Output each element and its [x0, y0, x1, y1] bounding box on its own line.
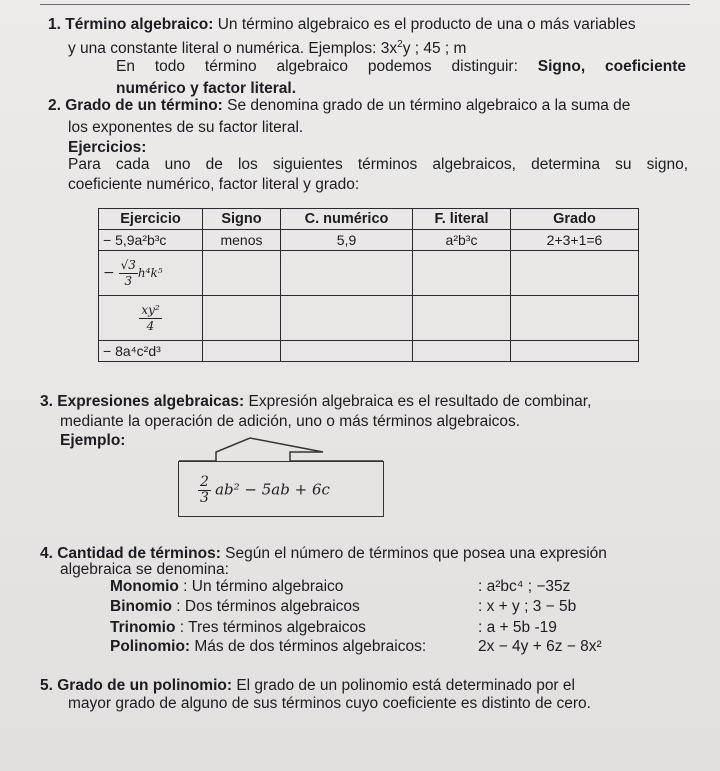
cell-coeficiente[interactable] — [281, 341, 413, 362]
cell-ejercicio — [99, 251, 203, 296]
term-sign: − — [103, 264, 115, 281]
exercise-table — [98, 208, 639, 362]
fraction-denominator: 3 — [124, 273, 133, 288]
cell-grado[interactable] — [511, 251, 639, 296]
section-5-text-b: mayor grado de alguno de sus términos cuyo coeficiente es distinto de cero. — [68, 695, 591, 712]
cell-coeficiente: 5,9 — [281, 230, 413, 251]
header-grado: Grado — [511, 209, 639, 230]
section-3-text-b: mediante la operación de adición, uno o más términos algebraicos. — [60, 413, 521, 430]
expression-fraction — [198, 475, 211, 506]
table-row — [99, 296, 639, 341]
ejemplo-heading: Ejemplo: — [60, 432, 126, 449]
item-label: Polinomio: — [110, 638, 191, 655]
fraction-numerator: √3 — [120, 257, 136, 272]
section-4-text-a: Según el número de términos que posea una expresión — [220, 545, 607, 562]
section-3-text-a: Expresión algebraica es el resultado de combinar, — [244, 393, 592, 410]
section-5-text-a: El grado de un polinomio está determinado por el — [232, 677, 575, 694]
list-item — [110, 578, 343, 596]
item-desc: : Tres términos algebraicos — [175, 619, 366, 636]
item-label: Monomio — [110, 578, 179, 595]
section-1-text-d: numérico y factor literal. — [116, 80, 297, 97]
cell-ejercicio — [99, 296, 203, 341]
section-1-text-a: Un término algebraico es el producto de una o más variables — [213, 16, 636, 33]
section-1-line-3 — [116, 58, 686, 76]
section-5-title: 5. Grado de un polinomio: — [40, 677, 233, 694]
section-2-text-c: Para cada uno de los siguientes términos algebraicos, determina su signo, — [68, 156, 688, 173]
item-label: Trinomio — [110, 619, 176, 636]
cell-literal: a²b³c — [413, 230, 511, 251]
table-row — [99, 341, 639, 362]
fraction-denominator: 4 — [146, 318, 155, 333]
cell-coeficiente[interactable] — [281, 251, 413, 296]
cell-signo[interactable] — [203, 341, 281, 362]
header-signo: Signo — [203, 209, 281, 230]
section-4-title: 4. Cantidad de términos: — [40, 545, 221, 562]
cell-signo[interactable] — [203, 251, 281, 296]
section-2-text-d: coeficiente numérico, factor literal y grado: — [68, 176, 360, 193]
cell-signo: menos — [203, 230, 281, 251]
section-4-text-b: algebraica se denomina: — [60, 561, 229, 578]
list-item — [110, 619, 366, 637]
header-coeficiente: C. numérico — [281, 209, 413, 230]
cell-ejercicio: − 5,9a²b³c — [99, 230, 203, 251]
section-1-text-c: En todo término algebraico podemos distinguir: — [116, 58, 538, 75]
item-example: 2x − 4y + 6z − 8x² — [478, 638, 602, 655]
item-example: : a²bc⁴ ; −35z — [478, 578, 571, 595]
table-header-row — [99, 209, 639, 230]
example-term-exponent: 2 — [397, 39, 403, 50]
section-3-line-1 — [40, 393, 591, 411]
cell-literal[interactable] — [413, 296, 511, 341]
item-desc: : Dos términos algebraicos — [172, 598, 360, 615]
cell-literal[interactable] — [413, 341, 511, 362]
list-item — [110, 598, 360, 616]
term-fraction — [139, 303, 161, 334]
section-2-line-1 — [48, 97, 630, 115]
example-term-base: 3x — [380, 40, 398, 57]
fraction-numerator: xy² — [141, 302, 160, 317]
section-2-text-b: los exponentes de su factor literal. — [68, 119, 304, 136]
cell-coeficiente[interactable] — [281, 296, 413, 341]
section-1-title: 1. Término algebraico: — [48, 16, 214, 33]
example-term-rest: y ; 45 ; m — [402, 40, 467, 57]
section-3-title: 3. Expresiones algebraicas: — [40, 393, 245, 410]
cell-grado[interactable] — [511, 296, 639, 341]
cell-grado: 2+3+1=6 — [511, 230, 639, 251]
item-label: Binomio — [110, 598, 172, 615]
item-desc: Más de dos términos algebraicos: — [190, 638, 427, 655]
cell-grado[interactable] — [511, 341, 639, 362]
expression-rest: ab² − 5ab + 6c — [215, 480, 330, 499]
list-item — [110, 638, 426, 656]
item-desc: : Un término algebraico — [178, 578, 344, 595]
section-1-line-2 — [68, 40, 466, 58]
term-fraction — [119, 258, 138, 289]
top-rule — [40, 4, 690, 5]
section-1-line-1 — [48, 16, 636, 34]
cell-ejercicio: − 8a⁴c²d³ — [99, 341, 203, 362]
header-ejercicio: Ejercicio — [99, 209, 203, 230]
example-expression — [198, 475, 330, 506]
ejercicios-heading: Ejercicios: — [68, 139, 147, 156]
section-1-text-c-bold: Signo, coeficiente — [537, 58, 686, 75]
section-5-line-1 — [40, 677, 575, 695]
table-row — [99, 230, 639, 251]
table-row — [99, 251, 639, 296]
header-literal: F. literal — [413, 209, 511, 230]
cell-literal[interactable] — [413, 251, 511, 296]
section-2-title: 2. Grado de un término: — [48, 97, 223, 114]
item-example: : x + y ; 3 − 5b — [478, 598, 577, 615]
fraction-numerator: 2 — [200, 474, 209, 490]
fraction-denominator: 3 — [200, 490, 209, 506]
section-1-text-b: y una constante literal o numérica. Ejemplos: — [68, 40, 381, 57]
cell-signo[interactable] — [203, 296, 281, 341]
item-example: : a + 5b -19 — [478, 619, 557, 636]
section-2-text-a: Se denomina grado de un término algebraico a la suma de — [222, 97, 631, 114]
term-literal: h⁴k⁵ — [137, 265, 163, 280]
